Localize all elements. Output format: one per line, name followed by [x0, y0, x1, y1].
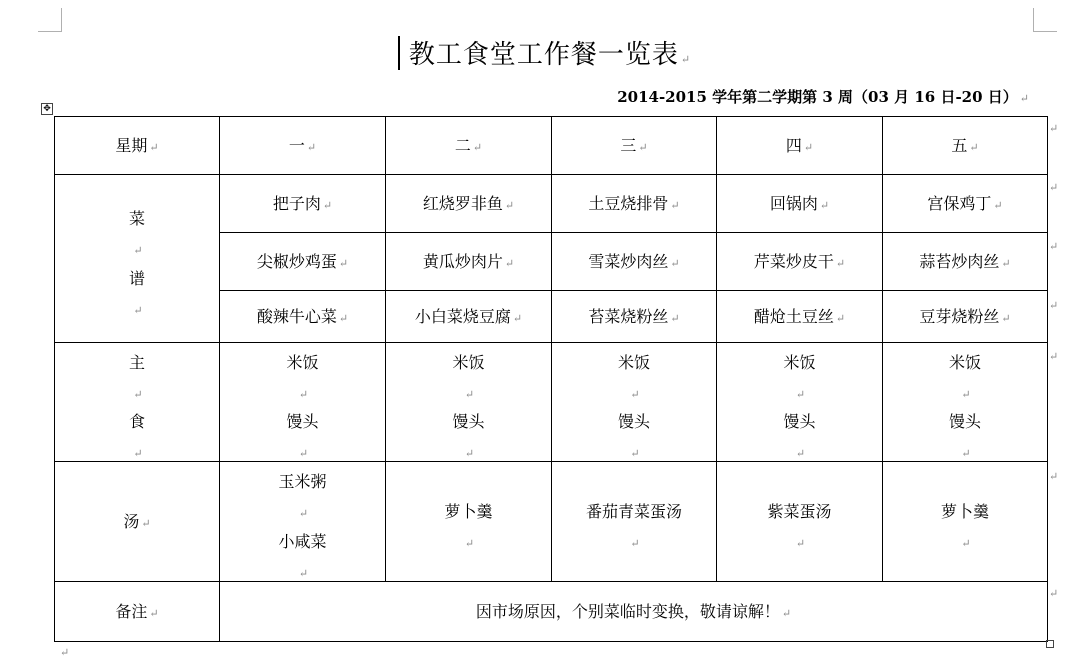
weekday-name: 三 [620, 135, 637, 155]
paragraph-mark-icon: ↵ [133, 447, 143, 461]
staple-name: 米饭 [617, 353, 650, 372]
staple-name: 米饭 [783, 353, 816, 372]
dish-name: 回锅肉 [769, 193, 818, 213]
weekday-name: 四 [785, 135, 802, 155]
paragraph-mark-icon: ↵ [630, 536, 640, 550]
paragraph-mark-icon: ↵ [1019, 92, 1029, 105]
soup-row [55, 462, 1048, 581]
paragraph-mark-icon: ↵ [149, 606, 159, 620]
weekday-cell[interactable] [552, 117, 717, 175]
staple-name: 馒头 [617, 412, 650, 432]
soup-category-cell[interactable] [55, 462, 220, 581]
dish-cell[interactable] [717, 291, 883, 343]
remarks-row [55, 581, 1048, 641]
paragraph-mark-icon: ↵ [141, 516, 151, 530]
soup-cell[interactable] [220, 462, 386, 581]
row-end-mark-icon: ↵ [1049, 181, 1059, 194]
dish-cell[interactable] [717, 175, 883, 233]
weekday-label-cell[interactable] [55, 117, 220, 175]
table-resize-handle-icon[interactable] [1046, 640, 1054, 648]
weekday-header-row [55, 117, 1048, 175]
title-text: 教工食堂工作餐一览表 [408, 40, 679, 70]
row-end-mark-icon: ↵ [1049, 470, 1059, 483]
paragraph-mark-icon: ↵ [680, 53, 692, 66]
paragraph-mark-icon: ↵ [133, 303, 143, 317]
dish-cell[interactable] [717, 233, 883, 291]
paragraph-mark-icon: ↵ [638, 140, 648, 154]
row-end-mark-icon: ↵ [1049, 299, 1059, 312]
row-end-mark-icon: ↵ [1049, 350, 1059, 363]
paragraph-mark-icon: ↵ [819, 198, 830, 212]
weekday-name: 二 [454, 135, 471, 155]
paragraph-mark-icon: ↵ [472, 140, 483, 154]
staple-name: 米饭 [452, 353, 485, 372]
dish-cell[interactable] [220, 233, 386, 291]
dish-cell[interactable] [220, 291, 386, 343]
dish-cell[interactable] [386, 175, 552, 233]
paragraph-mark-icon: ↵ [504, 198, 515, 212]
paragraph-mark-icon: ↵ [306, 140, 317, 154]
paragraph-mark-icon: ↵ [133, 388, 143, 401]
paragraph-mark-icon: ↵ [670, 198, 680, 212]
staple-name: 馒头 [452, 412, 485, 432]
dish-name: 红烧罗非鱼 [422, 193, 503, 213]
staple-name: 馒头 [286, 412, 319, 432]
staple-cell[interactable] [220, 343, 386, 462]
paragraph-mark-icon: ↵ [322, 198, 333, 212]
dish-name: 土豆烧排骨 [588, 193, 669, 213]
staple-name: 米饭 [948, 353, 981, 372]
staple-name: 馒头 [948, 412, 981, 432]
dish-name: 芹菜炒皮干 [753, 251, 834, 271]
category-label: 主 [128, 353, 145, 372]
paragraph-mark-icon: ↵ [795, 388, 806, 401]
subtitle-text: 2014-2015 学年第二学期第 3 周（03 月 16 日-20 日） [617, 88, 1018, 106]
paragraph-mark-icon: ↵ [670, 256, 680, 270]
paragraph-mark-icon: ↵ [512, 311, 523, 325]
paragraph-mark-icon: ↵ [961, 447, 971, 461]
soup-name: 萝卜羹 [940, 501, 989, 521]
paragraph-mark-icon: ↵ [149, 140, 159, 154]
category-label: 菜 [128, 209, 145, 229]
paragraph-mark-icon: ↵ [969, 140, 979, 154]
paragraph-mark-icon: ↵ [298, 507, 309, 521]
staple-row [55, 343, 1048, 462]
category-label: 谱 [128, 268, 145, 288]
weekday-cell[interactable] [220, 117, 386, 175]
paragraph-mark-icon: ↵ [338, 256, 349, 270]
remarks-label: 备注 [115, 601, 148, 621]
paragraph-mark-icon: ↵ [1001, 256, 1011, 270]
paragraph-mark-icon: ↵ [298, 447, 309, 461]
paragraph-mark-icon: ↵ [133, 244, 143, 258]
soup-name: 萝卜羹 [444, 501, 493, 521]
row-end-mark-icon: ↵ [1049, 122, 1059, 135]
dish-name: 雪菜炒肉丝 [588, 251, 669, 271]
staple-cell[interactable] [717, 343, 883, 462]
dish-cell[interactable] [883, 175, 1048, 233]
soup-name: 玉米粥 [278, 472, 327, 492]
staple-cell[interactable] [386, 343, 552, 462]
table-move-handle-icon[interactable]: ✥ [41, 103, 53, 115]
dish-row [55, 175, 1048, 233]
dish-name: 尖椒炒鸡蛋 [256, 251, 337, 271]
dish-name: 黄瓜炒肉片 [422, 251, 503, 271]
paragraph-mark-icon: ↵ [795, 536, 806, 550]
paragraph-mark-icon: ↵ [795, 447, 806, 461]
paragraph-mark-icon: ↵ [298, 566, 309, 580]
weekday-cell[interactable] [883, 117, 1048, 175]
paragraph-mark-icon: ↵ [1001, 311, 1011, 325]
soup-name: 番茄青菜蛋汤 [585, 501, 682, 521]
document-title[interactable] [0, 34, 1071, 71]
paragraph-mark-icon: ↵ [464, 536, 475, 550]
soup-name: 小咸菜 [278, 531, 327, 551]
soup-cell[interactable] [883, 462, 1048, 581]
paragraph-mark-icon: ↵ [60, 646, 70, 659]
paragraph-mark-icon: ↵ [835, 256, 846, 270]
dish-category-cell[interactable] [55, 175, 220, 343]
dish-name: 醋炝土豆丝 [753, 306, 834, 326]
dish-name: 把子肉 [272, 193, 321, 213]
dish-name: 苔菜烧粉丝 [588, 306, 669, 326]
dish-cell[interactable] [552, 291, 717, 343]
dish-cell[interactable] [883, 291, 1048, 343]
crop-mark-top-left [38, 31, 62, 32]
staple-cell[interactable] [883, 343, 1048, 462]
dish-name: 蒜苔炒肉丝 [919, 251, 1000, 271]
row-end-mark-icon: ↵ [1049, 587, 1059, 600]
staple-name: 馒头 [783, 412, 816, 432]
paragraph-mark-icon: ↵ [670, 311, 680, 325]
dish-cell[interactable] [386, 291, 552, 343]
soup-cell[interactable] [717, 462, 883, 581]
staple-cell[interactable] [552, 343, 717, 462]
paragraph-mark-icon: ↵ [338, 311, 349, 325]
dish-name: 酸辣牛心菜 [256, 306, 337, 326]
week-subtitle[interactable] [617, 86, 1029, 107]
crop-mark-top-right [1033, 31, 1057, 32]
remarks-text: 因市场原因，个别菜临时变换，敬请谅解！ [475, 601, 780, 621]
soup-cell[interactable] [552, 462, 717, 581]
paragraph-mark-icon: ↵ [993, 198, 1003, 212]
row-end-mark-icon: ↵ [1049, 240, 1059, 253]
weekday-name: 一 [288, 135, 305, 155]
remarks-text-cell[interactable] [220, 581, 1048, 641]
crop-mark-top-right [1033, 8, 1034, 32]
paragraph-mark-icon: ↵ [835, 311, 846, 325]
weekday-cell[interactable] [717, 117, 883, 175]
staple-category-cell[interactable] [55, 343, 220, 462]
paragraph-mark-icon: ↵ [630, 447, 640, 461]
dish-cell[interactable] [552, 175, 717, 233]
category-label: 食 [128, 412, 145, 432]
soup-cell[interactable] [386, 462, 552, 581]
paragraph-mark-icon: ↵ [961, 536, 971, 550]
paragraph-mark-icon: ↵ [803, 140, 814, 154]
weekday-label: 星期 [115, 135, 148, 155]
paragraph-mark-icon: ↵ [504, 256, 515, 270]
remarks-label-cell[interactable] [55, 581, 220, 641]
paragraph-mark-icon: ↵ [961, 388, 971, 401]
weekday-cell[interactable] [386, 117, 552, 175]
dish-cell[interactable] [386, 233, 552, 291]
paragraph-mark-icon: ↵ [630, 388, 640, 401]
dish-name: 宫保鸡丁 [927, 193, 992, 213]
dish-name: 豆芽烧粉丝 [919, 306, 1000, 326]
weekday-name: 五 [951, 135, 968, 155]
crop-mark-top-left [61, 8, 62, 32]
paragraph-mark-icon: ↵ [464, 447, 475, 461]
paragraph-mark-icon: ↵ [298, 388, 309, 401]
category-label: 汤 [123, 511, 140, 531]
menu-table[interactable] [54, 116, 1048, 642]
dish-name: 小白菜烧豆腐 [414, 306, 511, 326]
dish-cell[interactable] [220, 175, 386, 233]
dish-cell[interactable] [883, 233, 1048, 291]
dish-cell[interactable] [552, 233, 717, 291]
paragraph-mark-icon: ↵ [781, 606, 792, 620]
soup-name: 紫菜蛋汤 [767, 501, 832, 521]
text-cursor [398, 36, 400, 70]
staple-name: 米饭 [286, 353, 319, 372]
paragraph-mark-icon: ↵ [464, 388, 475, 401]
